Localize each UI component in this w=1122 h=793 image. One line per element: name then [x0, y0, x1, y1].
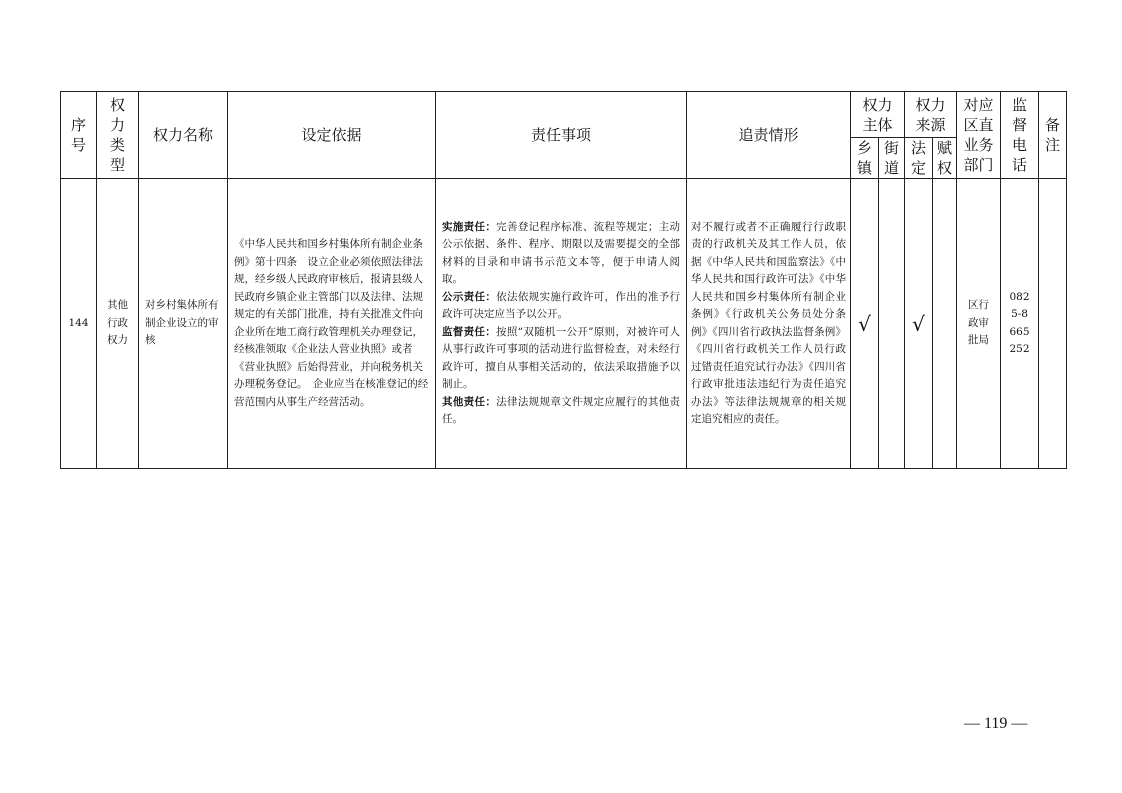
row-responsibility	[436, 179, 687, 469]
header-subject-town: 乡 镇	[851, 138, 879, 179]
table-row	[61, 179, 1067, 469]
row-remark	[1039, 179, 1067, 469]
header-type: 权 力 类 型	[97, 92, 139, 179]
row-dept: 区行 政审 批局	[957, 179, 1001, 469]
source-legal-check: √	[905, 179, 933, 469]
power-list-table	[60, 91, 1067, 469]
row-accountability: 对不履行或者不正确履行行政职责的行政机关及其工作人员，依据《中华人民共和国监察法》《中华人民共和国行政许可法》《中华人民共和国乡村集体所有制企业条例》《行政机关公务员处分条例》《四川省行政执法监督条例》《四川省行政机关工作人员行政过错责任追究试行办法》《四川省行政审批违法违纪行为责任追究办法》等法律法规规章的相关规定追究相应的责任。	[687, 179, 851, 469]
subject-street-check	[879, 179, 905, 469]
source-granted-check	[933, 179, 957, 469]
row-seq: 144	[61, 179, 97, 469]
resp-impl-text: 完善登记程序标准、流程等规定；主动公示依据、条件、程序、期限以及需要提交的全部材料的目录和申请书示范文本等，便于申请人阅取。	[442, 220, 681, 285]
resp-super-label: 监督责任：	[442, 325, 497, 338]
header-dept: 对应 区直 业务 部门	[957, 92, 1001, 179]
page-number: — 119 —	[964, 715, 1028, 732]
header-source-legal: 法 定	[905, 138, 933, 179]
resp-other-text: 法律法规规章文件规定应履行的其他责任。	[442, 395, 681, 425]
header-accountability: 追责情形	[687, 92, 851, 179]
row-name: 对乡村集体所有制企业设立的审核	[139, 179, 228, 469]
header-basis: 设定依据	[228, 92, 436, 179]
resp-public-text: 依法依规实施行政许可，作出的准予行政许可决定应当予以公开。	[442, 290, 681, 320]
resp-impl-label: 实施责任：	[442, 220, 497, 233]
row-type: 其他 行政 权力	[97, 179, 139, 469]
header-seq: 序 号	[61, 92, 97, 179]
row-basis: 《中华人民共和国乡村集体所有制企业条例》第十四条 设立企业必须依照法律法规，经乡级人民政府审核后，报请县级人民政府乡镇企业主管部门以及法律、法规规定的有关部门批准，持有关批准文件向企业所在地工商行政管理机关办理登记，经核准领取《企业法人营业执照》或者《营业执照》后始得营业，并向税务机关办理税务登记。 企业应当在核准登记的经营范围内从事生产经营活动。	[228, 179, 436, 469]
resp-public-label: 公示责任：	[442, 290, 497, 303]
subject-town-check: √	[851, 179, 879, 469]
header-responsibility: 责任事项	[436, 92, 687, 179]
header-name: 权力名称	[139, 92, 228, 179]
header-subject-street: 街 道	[879, 138, 905, 179]
row-phone: 082 5-8 665 252	[1001, 179, 1039, 469]
header-remark: 备 注	[1039, 92, 1067, 179]
resp-other-label: 其他责任：	[442, 395, 497, 408]
resp-super-text: 按照“双随机一公开”原则，对被许可人从事行政许可事项的活动进行监督检查，对未经行政许可，擅自从事相关活动的，依法采取措施予以制止。	[442, 325, 680, 390]
header-subject: 权力 主体	[851, 92, 905, 138]
header-source: 权力 来源	[905, 92, 957, 138]
header-source-granted: 赋 权	[933, 138, 957, 179]
header-phone: 监 督 电 话	[1001, 92, 1039, 179]
